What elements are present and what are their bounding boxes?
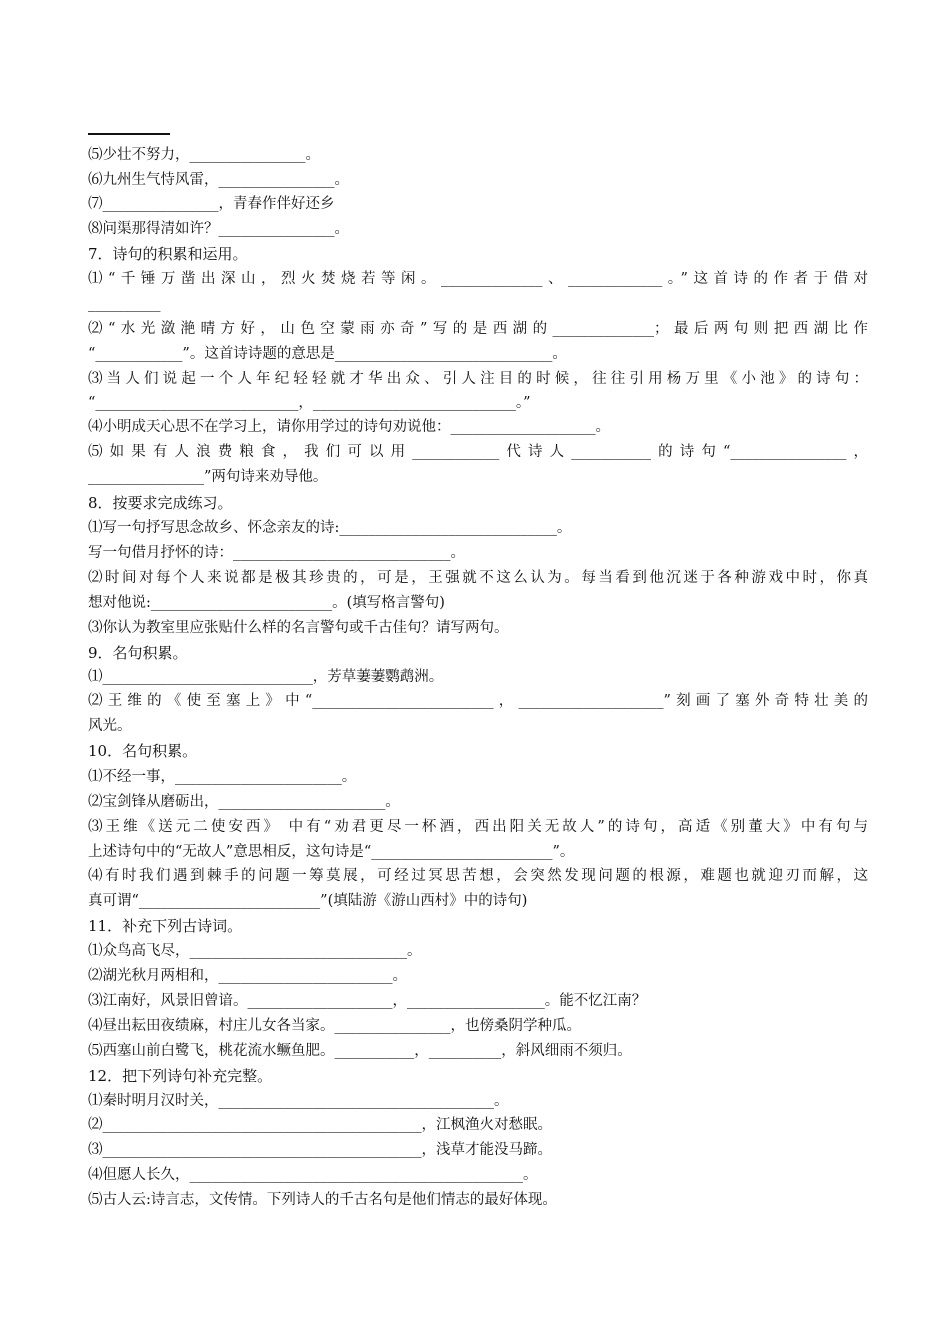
- s12-q1: ⑴秦时明月汉时关，______________________________________。: [88, 1093, 509, 1109]
- s7-q4: ⑷小明成天心思不在学习上，请你用学过的诗句劝说他：____________________。: [88, 419, 610, 435]
- s11-q2: ⑵湖光秋月两相和，________________________。: [88, 968, 407, 984]
- section-11-title: 11．补充下列古诗词。: [88, 917, 243, 935]
- item-7-blank: ⑺________________，青春作伴好还乡: [88, 196, 335, 212]
- s12-q4: ⑷但愿人长久，______________________________________________。: [88, 1167, 538, 1183]
- s7-q1: ⑴“千锤万凿出深山，烈火焚烧若等闲。______________、_____________。”这首诗的作者于借对: [88, 271, 868, 287]
- s10-q4: ⑷有时我们遇到棘手的问题一筹莫展，可经过冥思苦想，会突然发现问题的根源，难题也就迎刃而解，这: [88, 868, 868, 884]
- s8-q2: ⑵时间对每个人来说都是极其珍贵的，可是，王强就不这么认为。每当看到他沉迷于各种游戏中时，你真: [88, 570, 868, 586]
- s7-q2-cont: “____________”。这首诗诗题的意思是______________________________。: [88, 346, 567, 362]
- section-9-title: 9．名句积累。: [88, 644, 188, 662]
- s7-q3-cont: “____________________________，____________________________。”: [88, 395, 531, 411]
- section-10-title: 10．名句积累。: [88, 742, 198, 760]
- s9-q1: ⑴_____________________________，芳草萋萋鹦鹉洲。: [88, 669, 444, 685]
- s11-q4: ⑷昼出耘田夜绩麻，村庄儿女各当家。________________，也傍桑阴学种瓜。: [88, 1018, 581, 1034]
- s7-q5: ⑸如果有人浪费粮食，我们可以用____________代诗人___________的诗句“________________，: [88, 444, 868, 460]
- s10-q2: ⑵宝剑锋从磨砺出，_______________________。: [88, 794, 400, 810]
- s8-q3: ⑶你认为教室里应张贴什么样的名言警句或千古佳句？请写两句。: [88, 620, 509, 636]
- s9-q2-cont: 风光。: [88, 718, 132, 734]
- item-6-blank: ⑹九州生气恃风雷，________________。: [88, 172, 349, 188]
- item-5-blank: ⑸少壮不努力，________________。: [88, 147, 320, 163]
- s12-q5: ⑸古人云:诗言志，文传情。下列诗人的千古名句是他们情志的最好体现。: [88, 1192, 557, 1208]
- section-12-title: 12．把下列诗句补充完整。: [88, 1067, 273, 1085]
- section-7-title: 7．诗句的积累和运用。: [88, 245, 248, 263]
- section-8-title: 8．按要求完成练习。: [88, 494, 233, 512]
- s8-q2-cont: 想对他说:_________________________。(填写格言警句): [88, 595, 445, 611]
- s7-q2: ⑵“水光潋滟晴方好，山色空蒙雨亦奇”写的是西湖的______________；最后两句则把西湖比作: [88, 321, 868, 337]
- s11-q3: ⑶江南好，风景旧曾谙。____________________，___________________。能不忆江南？: [88, 993, 647, 1009]
- s11-q1: ⑴众鸟高飞尽，______________________________。: [88, 943, 422, 959]
- s10-q1: ⑴不经一事，_______________________。: [88, 769, 357, 785]
- s12-q2: ⑵____________________________________________，江枫渔火对愁眠。: [88, 1117, 552, 1133]
- item-8-blank: ⑻问渠那得清如许？________________。: [88, 221, 349, 237]
- s10-q3: ⑶王维《送元二使安西》 中有“劝君更尽一杯酒，西出阳关无故人”的诗句，高适《别董大》中有句与: [88, 819, 868, 835]
- s8-q1: ⑴写一句抒写思念故乡、怀念亲友的诗:______________________________。: [88, 520, 572, 536]
- s7-q1-cont: __________: [88, 296, 161, 312]
- s11-q5: ⑸西塞山前白鹭飞，桃花流水鳜鱼肥。___________，__________，斜风细雨不须归。: [88, 1043, 632, 1059]
- s8-q1b: 写一句借月抒怀的诗：______________________________。: [88, 545, 465, 561]
- s7-q5-cont: ________________”两句诗来劝导他。: [88, 469, 328, 485]
- s9-q2: ⑵王维的《使至塞上》中“_________________________，____________________”刻画了塞外奇特壮美的: [88, 693, 868, 709]
- s7-q3: ⑶当人们说起一个人年纪轻轻就才华出众、引人注目的时候，往往引用杨万里《小池》的诗句：: [88, 371, 868, 387]
- s12-q3: ⑶____________________________________________，浅草才能没马蹄。: [88, 1142, 552, 1158]
- s10-q3-cont: 上述诗句中的“无故人”意思相反，这句诗是“_________________________”。: [88, 844, 575, 860]
- top-rule: [88, 133, 170, 135]
- s10-q4-cont: 真可谓“_________________________”(填陆游《游山西村》中的诗句): [88, 893, 528, 909]
